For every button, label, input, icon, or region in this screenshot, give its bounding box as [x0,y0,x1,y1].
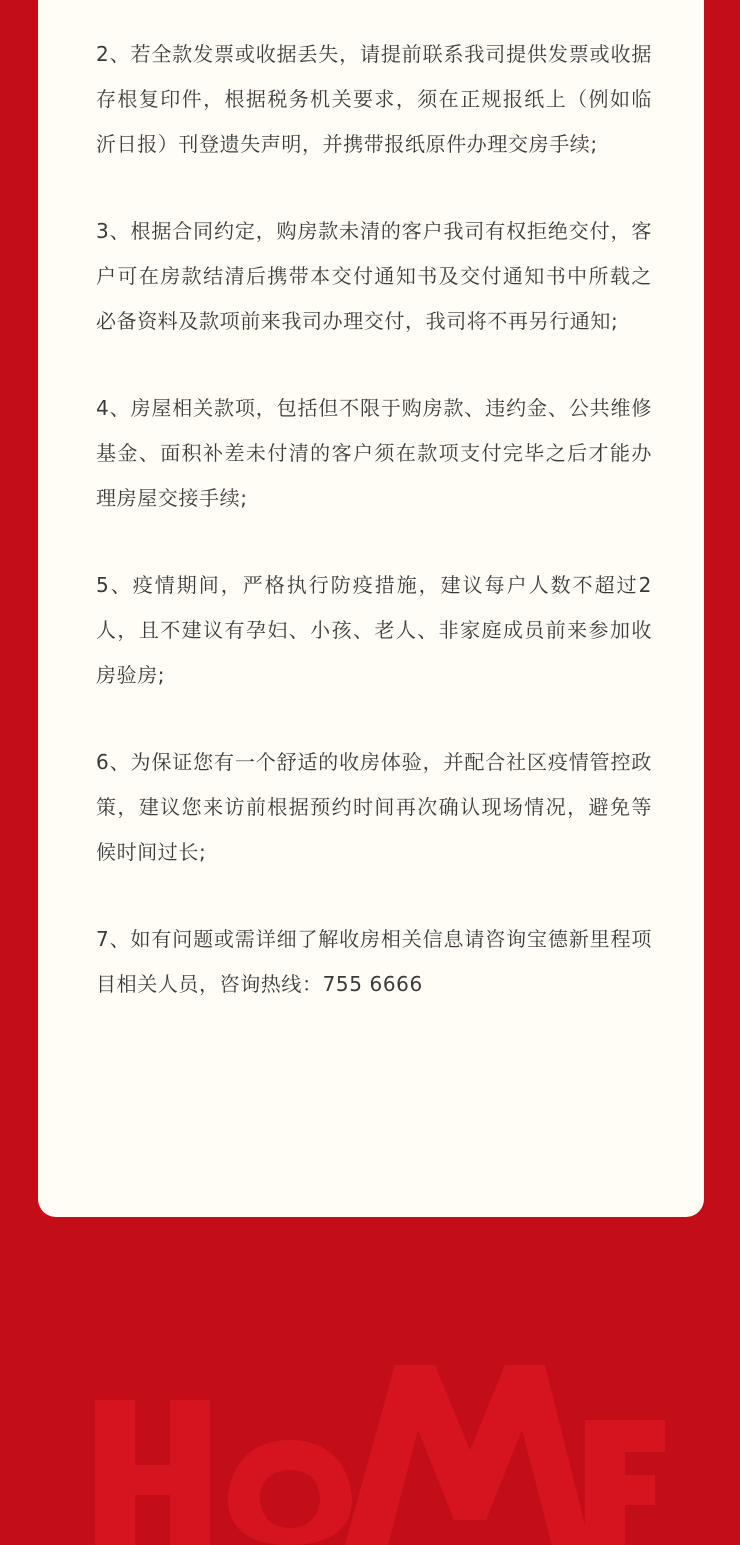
notice-item-6: 6、为保证您有一个舒适的收房体验，并配合社区疫情管控政策，建议您来访前根据预约时间再次确认现场情况，避免等候时间过长; [96,750,652,864]
home-watermark [0,1330,740,1545]
watermark-letter-h [95,1400,210,1545]
watermark-letter-m [345,1365,590,1545]
notice-item-7: 7、如有问题或需详细了解收房相关信息请咨询宝德新里程项目相关人员，咨询热线：755 6666 [96,927,652,996]
notice-card [38,0,704,1217]
notice-item-2: 2、若全款发票或收据丢失，请提前联系我司提供发票或收据存根复印件，根据税务机关要求，须在正规报纸上（例如临沂日报）刊登遗失声明，并携带报纸原件办理交房手续; [96,42,652,156]
notice-item-3: 3、根据合同约定，购房款未清的客户我司有权拒绝交付，客户可在房款结清后携带本交付通知书及交付通知书中所载之必备资料及款项前来我司办理交付，我司将不再另行通知; [96,219,652,333]
notice-item-5: 5、疫情期间，严格执行防疫措施，建议每户人数不超过2人，且不建议有孕妇、小孩、老人、非家庭成员前来参加收房验房; [96,573,652,687]
watermark-letter-e [585,1420,665,1545]
watermark-letter-o [228,1440,352,1545]
notice-item-4: 4、房屋相关款项，包括但不限于购房款、违约金、公共维修基金、面积补差未付清的客户须在款项支付完毕之后才能办理房屋交接手续; [96,396,652,510]
